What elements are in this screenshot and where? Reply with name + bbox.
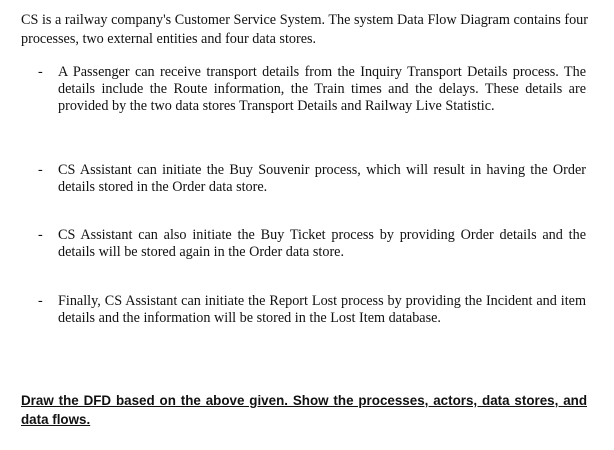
bullet-marker: - bbox=[38, 293, 43, 309]
list-item-text: CS Assistant can also initiate the Buy Ticket process by providing Order details and the details will be stored again in the Order data store. bbox=[58, 227, 586, 260]
intro-paragraph: CS is a railway company's Customer Service System. The system Data Flow Diagram contains four processes, two external entities and four data stores. bbox=[21, 12, 588, 47]
task-instruction: Draw the DFD based on the above given. Show the processes, actors, data stores, and data flows. bbox=[21, 393, 587, 427]
list-item bbox=[38, 293, 586, 327]
bullet-marker: - bbox=[38, 64, 43, 80]
list-item-text: CS Assistant can initiate the Buy Souvenir process, which will result in having the Order details stored in the Order data store. bbox=[58, 162, 586, 195]
list-item-text: Finally, CS Assistant can initiate the Report Lost process by providing the Incident and item details and the information will be stored in the Lost Item database. bbox=[58, 293, 586, 326]
list-item bbox=[38, 64, 586, 115]
bullet-marker: - bbox=[38, 227, 43, 243]
list-item bbox=[38, 162, 586, 196]
bullet-marker: - bbox=[38, 162, 43, 178]
list-item bbox=[38, 227, 586, 261]
list-item-text: A Passenger can receive transport details from the Inquiry Transport Details process. The details include the Route information, the Train times and the delays. These details are provided by the two data stores Transport Details and Railway Live Statistic. bbox=[58, 64, 586, 114]
